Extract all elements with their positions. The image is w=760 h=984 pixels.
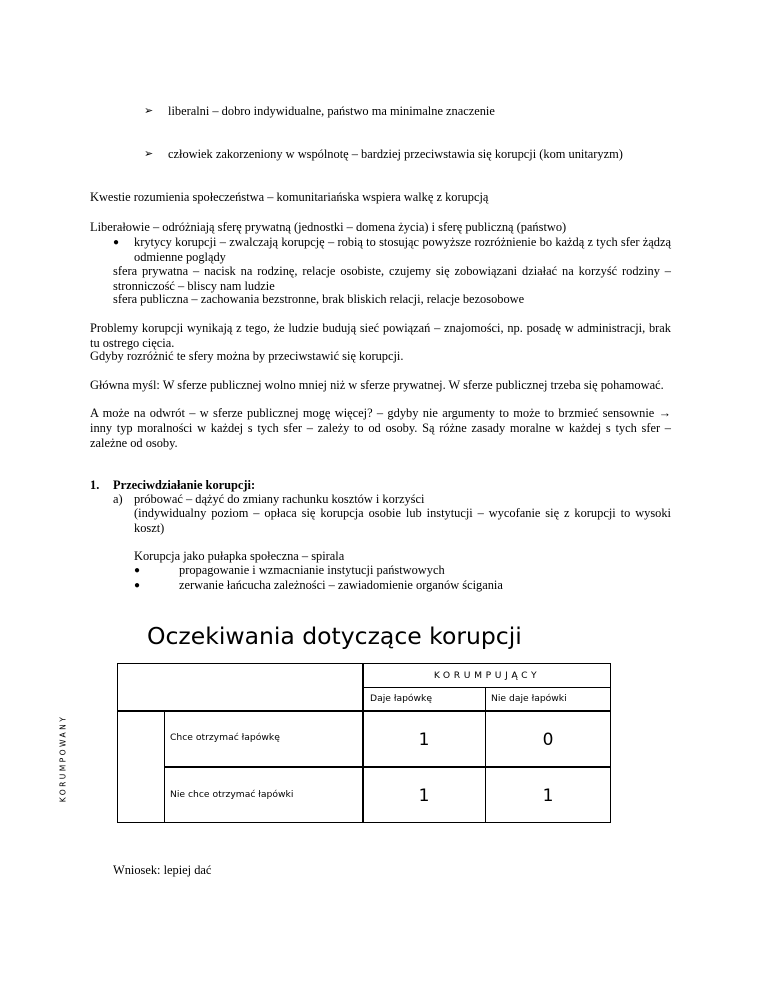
value-cell: 0: [542, 730, 554, 750]
paragraph-problemy: Problemy korupcji wynikają z tego, że ludzie budują sieć powiązań – znajomości, np. posadę w administracji, brak tu ostrego cięcia.: [90, 321, 671, 350]
paragraph-glowna-mysl: Główna myśl: W sferze publicznej wolno mniej niż w sferze prywatnej. W sferze publicznej trzeba się pohamować.: [90, 378, 664, 392]
bullet-czlowiek: człowiek zakorzeniony w wspólnotę – bardziej przeciwstawia się korupcji (kom unitaryzm): [168, 147, 623, 161]
spiral-heading: Korupcja jako pułapka społeczna – spirala: [134, 549, 345, 563]
col-header-daje: Daje łapówkę: [370, 693, 433, 704]
item-a-text: próbować – dążyć do zmiany rachunku kosztów i korzyści: [134, 492, 425, 506]
paragraph-sfera-prywatna: sfera prywatna – nacisk na rodzinę, relacje osobiste, czujemy się zobowiązani działać na korzyść rodziny – stronniczość – bliscy nam ludzie: [113, 264, 671, 293]
row-label-nie-chce: Nie chce otrzymać łapówki: [170, 789, 294, 800]
value-cell: 1: [418, 786, 430, 806]
value-cell: 1: [418, 730, 430, 750]
paragraph-sfera-publiczna: sfera publiczna – zachowania bezstronne, brak bliskich relacji, relacje bezosobowe: [113, 292, 525, 306]
paragraph-liberalowie: Liberałowie – odróżniają sferę prywatną (jednostki – domena życia) i sferę publiczną (państwo): [90, 220, 567, 234]
table-gridline: [164, 766, 610, 768]
row-label-chce: Chce otrzymać łapówkę: [170, 732, 280, 743]
paragraph-kwestie: Kwestie rozumienia społeczeństwa – komunitariańska wspiera walkę z korupcją: [90, 190, 489, 204]
table-gridline: [118, 710, 610, 712]
col-header-nie-daje: Nie daje łapówki: [491, 693, 567, 704]
paragraph-gdyby: Gdyby rozróżnić te sfery można by przeciwstawić się korupcji.: [90, 349, 404, 363]
arrow-bullet-icon: ➢: [144, 105, 154, 117]
section-number: 1.: [90, 478, 100, 492]
spiral-bullet-1: propagowanie i wzmacnianie instytucji państwowych: [179, 563, 445, 577]
value-cell: 1: [542, 786, 554, 806]
section-title: Przeciwdziałanie korupcji:: [113, 478, 256, 492]
column-group-header: KORUMPUJĄCY: [433, 670, 541, 681]
table-gridline: [362, 687, 610, 688]
bullet-krytycy: krytycy korupcji – zwalczają korupcję – robią to stosując powyższe rozróżnienie bo każdą z tych sfer żądzą odmienne poglądy: [134, 235, 671, 264]
expectations-table: [117, 663, 611, 823]
spiral-bullet-2: zerwanie łańcucha zależności – zawiadomienie organów ścigania: [179, 578, 503, 592]
bullet-liberalni: liberalni – dobro indywidualne, państwo ma minimalne znaczenie: [168, 104, 495, 118]
arrow-bullet-icon: ➢: [144, 148, 154, 160]
conclusion: Wniosek: lepiej dać: [113, 863, 212, 877]
bullet-dot-icon: ●: [134, 565, 141, 576]
bullet-dot-icon: ●: [113, 237, 120, 248]
table-gridline: [485, 687, 486, 822]
row-group-header: KORUMPOWANY: [58, 714, 68, 803]
paragraph-a-moze: A może na odwrót – w sferze publicznej mogę więcej? – gdyby nie argumenty to może to brzmieć sensownie → inny typ moralności w każdej s tych sfer – zależy to od osoby. Są różne zasady moralne w każdej s tych sfer – zależne od osoby.: [90, 406, 671, 450]
item-a-detail: (indywidualny poziom – opłaca się korupcja osobie lub instytucji – wycofanie się z korupcji to wysoki koszt): [134, 506, 671, 535]
item-a-marker: a): [113, 492, 123, 506]
bullet-dot-icon: ●: [134, 580, 141, 591]
figure-title: Oczekiwania dotyczące korupcji: [147, 622, 522, 650]
